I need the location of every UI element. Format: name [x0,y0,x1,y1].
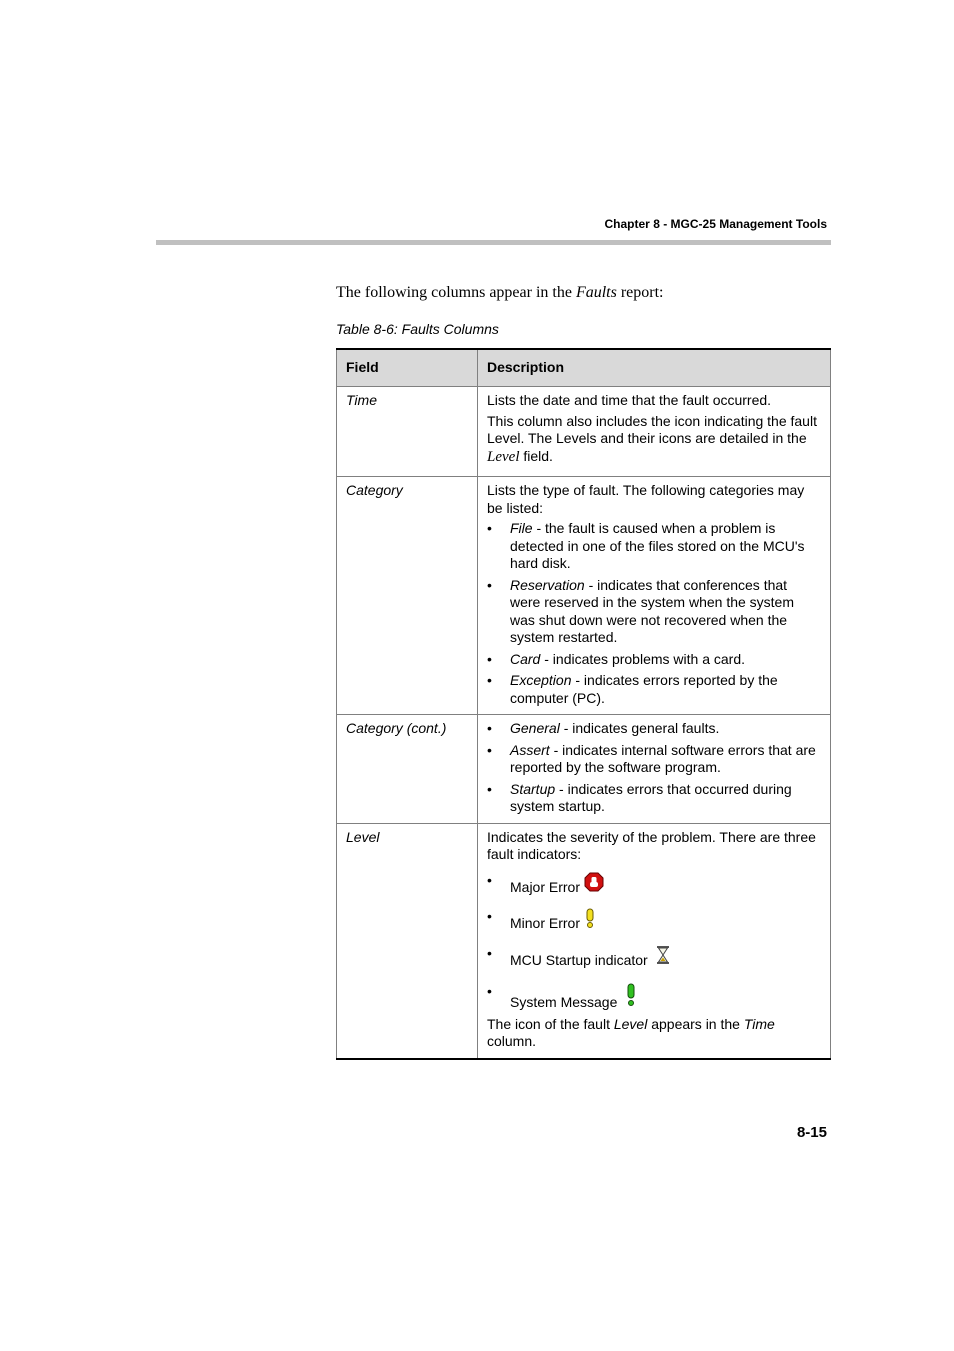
intro-paragraph [336,284,663,302]
list-item: • Minor Error [487,908,821,933]
category-cont-list [487,720,821,816]
page-number: 8-15 [796,1124,827,1141]
field-time: Time [337,387,478,477]
field-level: Level [337,823,478,1059]
table-header-row [337,349,831,387]
list-item: • File - the fault is caused when a problem is detected in one of the files stored on the MCU's hard disk. [487,520,821,573]
list-item: • General - indicates general faults. [487,720,821,738]
column-header-field: Field [337,349,478,387]
running-header: Chapter 8 - MGC-25 Management Tools [604,217,827,231]
intro-text-end: report: [616,284,664,301]
table-row [337,823,831,1059]
description-text: This column also includes the icon indicating the fault Level. The Levels and their icons are detailed in the Level field. [487,412,817,465]
description-level [478,823,831,1059]
description-text: Lists the date and time that the fault occurred. [487,392,772,408]
list-item: • System Message [487,983,821,1012]
table-row [337,715,831,824]
table-caption: Table 8-6: Faults Columns [336,321,499,337]
list-item: • Card - indicates problems with a card. [487,651,821,669]
list-item: • MCU Startup indicator [487,945,821,970]
header-rule [156,240,831,245]
description-text: Lists the type of fault. The following categories may be listed: [487,482,805,516]
column-header-description: Description [478,349,831,387]
major-error-icon [584,872,604,897]
table-row [337,477,831,715]
level-list [487,872,821,1012]
system-message-icon [625,983,637,1012]
category-list [487,520,821,707]
field-category: Category [337,477,478,715]
faults-columns-table [336,348,831,1060]
list-item: • Major Error [487,872,821,897]
intro-emphasis: Faults [575,284,617,301]
description-text: Indicates the severity of the problem. There are three fault indicators: [487,828,816,862]
description-category-cont [478,715,831,824]
hourglass-icon [656,945,670,970]
field-category-cont: Category (cont.) [337,715,478,824]
minor-error-icon [584,908,596,933]
table-row [337,387,831,477]
list-item: • Startup - indicates errors that occurred during system startup. [487,781,821,816]
list-item: • Assert - indicates internal software errors that are reported by the software program. [487,742,821,777]
description-category [478,477,831,715]
list-item: • Exception - indicates errors reported by the computer (PC). [487,672,821,707]
description-text: The icon of the fault Level appears in the Time column. [487,1015,775,1049]
description-time [478,387,831,477]
list-item: • Reservation - indicates that conferences that were reserved in the system when the system was shut down were not recovered when the system restarted. [487,577,821,647]
intro-text: The following columns appear in the [336,284,576,301]
